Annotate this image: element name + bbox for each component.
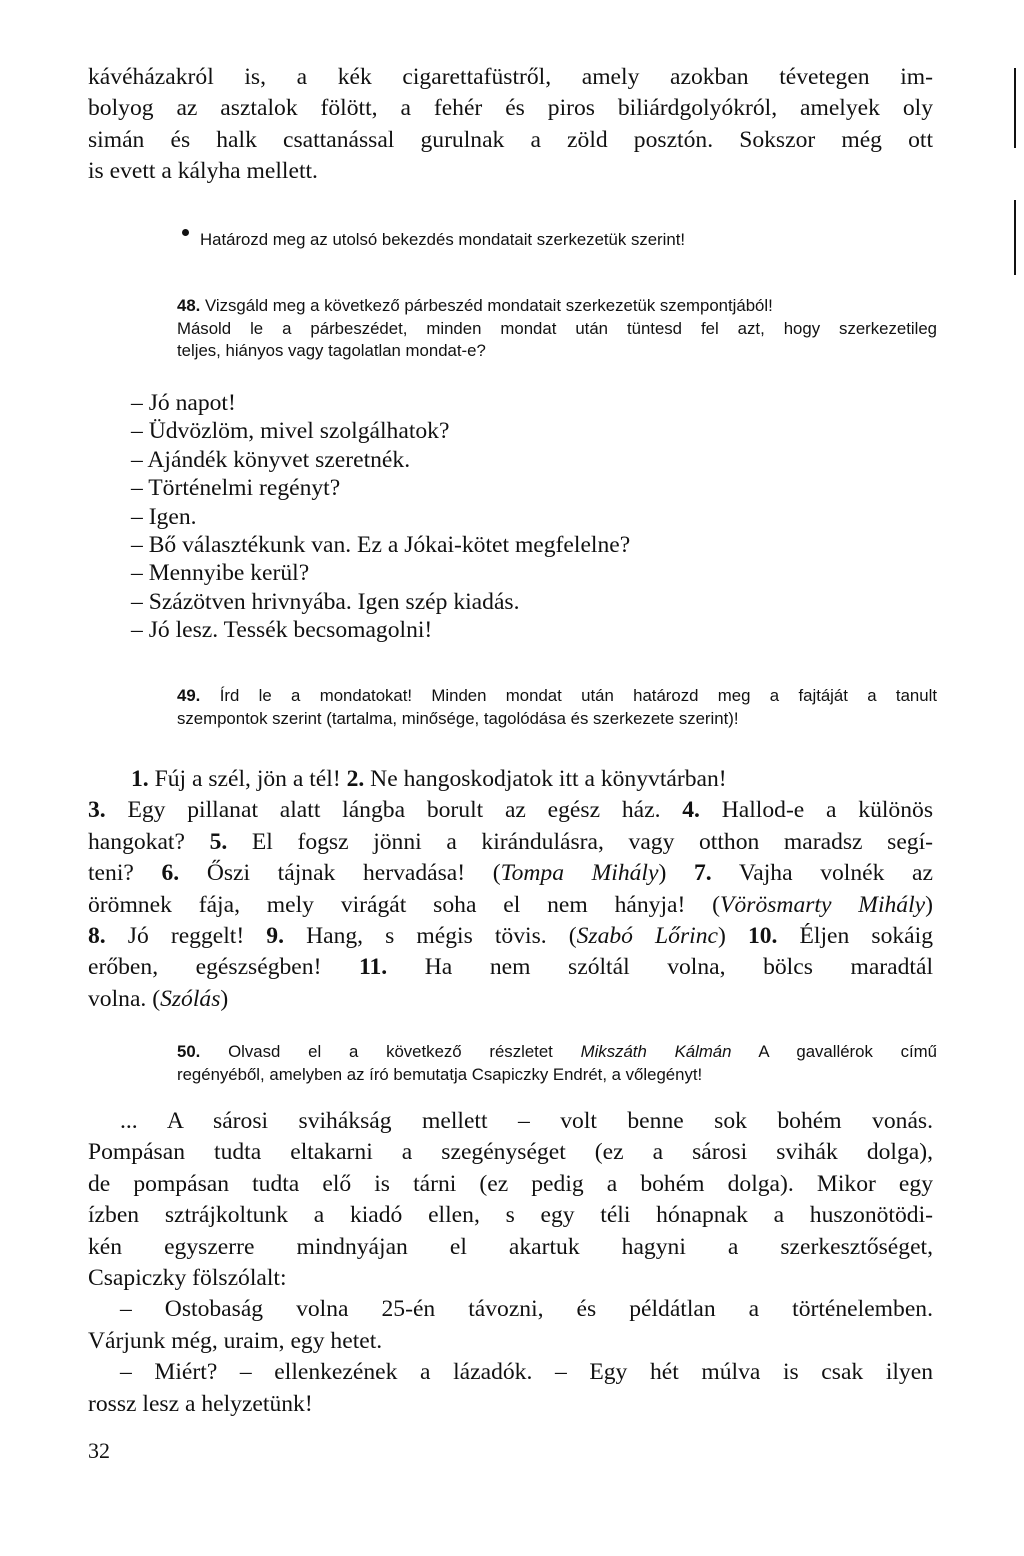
text-line: kávéházakról is, a kék cigarettafüstről, amely azokban tévetegen im-	[88, 64, 933, 90]
task-48	[177, 295, 937, 363]
sentence-line	[88, 952, 933, 983]
sentence-text: Ne hangoskodjatok itt a könyvtárban!	[364, 766, 727, 792]
sentence-number: 7.	[693, 860, 712, 887]
sentence-text: Hang, s mégis tövis. (	[284, 923, 577, 950]
task-line	[177, 685, 937, 708]
task-number: 50.	[177, 1042, 201, 1061]
dialogue-line: – Jó lesz. Tessék becsomagolni!	[131, 617, 433, 644]
sentence-number: 8.	[88, 923, 106, 950]
sentence-line	[88, 827, 933, 858]
dialogue-line: – Történelmi regényt?	[131, 475, 341, 502]
intro-paragraph	[88, 62, 933, 188]
task-number: 48.	[177, 296, 201, 315]
excerpt-line: de pompásan tudta elő is tárni (ez pedig a bohém dolga). Mikor egy	[88, 1170, 933, 1197]
text-line: simán és halk csattanással gurulnak a zöld posztón. Sokszor még ott	[88, 126, 933, 153]
dialogue-line: – Mennyibe kerül?	[131, 560, 310, 587]
bullet-icon	[182, 229, 189, 236]
sentence-text: )	[220, 985, 229, 1012]
dialogue-line: – Ajándék könyvet szeretnék.	[131, 446, 411, 473]
sentence-line	[88, 921, 933, 952]
sentence-line	[88, 984, 933, 1015]
excerpt-line: Várjunk még, uraim, egy hetet.	[88, 1327, 383, 1354]
sentence-text: teni?	[88, 860, 162, 887]
task-line	[177, 295, 937, 318]
sentence-line	[88, 858, 933, 889]
task-line: szempontok szerint (tartalma, minősége, tagolódása és szerkezete szerint)!	[177, 708, 739, 728]
sentence-number: 3.	[88, 797, 106, 824]
author-name: Tompa Mihály	[500, 860, 659, 887]
task-text: Olvasd el a következő részletet	[228, 1042, 581, 1061]
task-text: A gavallérok című	[731, 1042, 937, 1061]
sentence-text: Őszi tájnak hervadása! (	[179, 860, 501, 887]
edge-mark	[1014, 200, 1016, 275]
dialogue-line: – Bő választékunk van. Ez a Jókai-kötet megfelelne?	[131, 532, 631, 559]
excerpt-line: – Miért? – ellenkezének a lázadók. – Egy hét múlva is csak ilyen	[120, 1359, 933, 1386]
sentence-number: 4.	[682, 797, 700, 824]
bullet-task	[178, 229, 685, 251]
author-name: Szólás	[160, 985, 221, 1012]
sentence-number: 1.	[131, 766, 149, 792]
sentence-text: Egy pillanat alatt lángba borult az egész ház.	[105, 797, 683, 824]
sentence-text: )	[717, 923, 748, 950]
excerpt-line: ... A sárosi svihákság mellett – volt benne sok bohém vonás.	[120, 1108, 933, 1134]
task-text: Vizsgáld meg a következő párbeszéd mondatait szerkezetük szempontjából!	[205, 296, 773, 315]
sentence-number: 10.	[747, 923, 778, 950]
sentence-text: Éljen sokáig	[777, 923, 933, 950]
task-line: Másold le a párbeszédet, minden mondat után tüntesd fel azt, hogy szerkezetileg	[177, 318, 937, 338]
task-line	[177, 1041, 937, 1064]
sentence-number: 6.	[161, 860, 180, 887]
sentence-number: 5.	[209, 828, 228, 855]
sentence-text: Hallod-e a különös	[699, 797, 934, 824]
dialogue-line: – Igen.	[131, 503, 197, 530]
task-49	[177, 685, 937, 730]
sentence-text: örömnek fája, mely virágát soha el nem hányja! (	[88, 891, 721, 918]
sentence-text: El fogsz jönni a kirándulásra, vagy otthon maradsz segí-	[227, 828, 934, 855]
sentence-text: )	[925, 891, 933, 918]
task-line: teljes, hiányos vagy tagolatlan mondat-e?	[177, 341, 486, 360]
task-line: regényéből, amelyben az író bemutatja Csapiczky Endrét, a vőlegényt!	[177, 1064, 703, 1084]
sentence-text: hangokat?	[88, 828, 210, 855]
excerpt-line: kén egyszerre mindnyájan el akartuk hagyni a szerkesztőséget,	[88, 1233, 933, 1260]
sentence-number: 9.	[266, 923, 284, 950]
sentence-line	[88, 795, 933, 826]
sentence-text: Ha nem szóltál volna, bölcs maradtál	[387, 954, 933, 981]
dialogue-line: – Jó napot!	[131, 390, 236, 416]
sentence-text: )	[658, 860, 694, 887]
task-text: Írd le a mondatokat! Minden mondat után határozd meg a fajtáját a tanult	[219, 686, 937, 705]
excerpt	[88, 1106, 933, 1420]
excerpt-line: ízben sztrájkoltunk a kiadó ellen, s egy téli hónapnak a huszonötödi-	[88, 1202, 933, 1229]
sentence-line	[88, 764, 933, 795]
excerpt-line: rossz lesz a helyzetünk!	[88, 1390, 313, 1417]
bullet-task-text: Határozd meg az utolsó bekezdés mondatait szerkezetük szerint!	[200, 230, 686, 249]
dialogue-line: – Üdvözlöm, mivel szolgálhatok?	[131, 418, 450, 445]
excerpt-line: Pompásan tudta eltakarni a szegénységet (ez a sárosi svihák dolga),	[88, 1139, 933, 1166]
dialogue-line: – Százötven hrivnyába. Igen szép kiadás.	[131, 588, 520, 615]
excerpt-line: Csapiczky fölszólalt:	[88, 1265, 287, 1292]
sentence-number: 11.	[359, 954, 388, 981]
sentence-number: 2.	[346, 766, 365, 792]
edge-mark	[1014, 68, 1016, 148]
excerpt-line: – Ostobaság volna 25-én távozni, és példátlan a történelemben.	[120, 1296, 933, 1323]
sentence-text: volna. (	[88, 985, 161, 1012]
author-name: Mikszáth Kálmán	[580, 1042, 732, 1061]
text-line: is evett a kályha mellett.	[88, 158, 318, 185]
page-number: 32	[88, 1438, 110, 1463]
dialogue	[131, 389, 630, 645]
text-line: bolyog az asztalok fölött, a fehér és piros biliárdgolyókról, amelyek oly	[88, 95, 933, 122]
numbered-sentences	[88, 764, 933, 1015]
task-50	[177, 1041, 937, 1086]
sentence-text: Fúj a szél, jön a tél!	[148, 766, 347, 792]
sentence-text: Vajha volnék az	[711, 860, 933, 887]
sentence-text: erőben, egészségben!	[88, 954, 359, 981]
task-number: 49.	[177, 686, 201, 705]
sentence-line	[88, 890, 933, 921]
author-name: Vörösmarty Mihály	[720, 891, 926, 918]
author-name: Szabó Lőrinc	[576, 923, 718, 950]
sentence-text: Jó reggelt!	[105, 923, 267, 950]
